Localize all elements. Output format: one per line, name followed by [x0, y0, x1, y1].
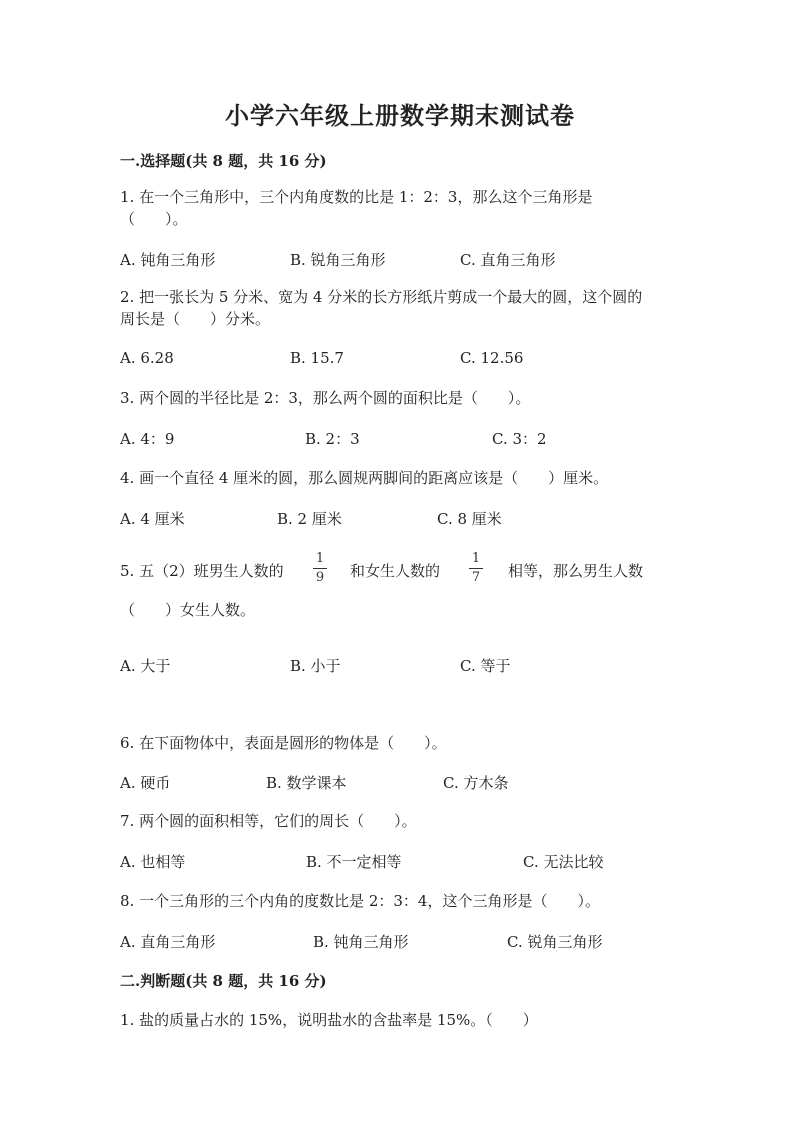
question-5-option-c: C. 等于 [460, 657, 511, 675]
question-7: 7. 两个圆的面积相等，它们的周长（ ）。 [120, 812, 417, 830]
fraction-numerator: 1 [471, 551, 481, 566]
question-1-option-c: C. 直角三角形 [460, 251, 556, 269]
fraction-bar [313, 568, 327, 569]
question-4-option-a: A. 4 厘米 [120, 510, 185, 528]
question-8: 8. 一个三角形的三个内角的度数比是 2：3：4，这个三角形是（ ）。 [120, 892, 600, 910]
question-4: 4. 画一个直径 4 厘米的圆，那么圆规两脚间的距离应该是（ ）厘米。 [120, 469, 609, 487]
fraction-one-ninth [311, 552, 329, 585]
question-5-option-a: A. 大于 [120, 657, 171, 675]
question-5-part-c: 相等，那么男生人数 [508, 562, 644, 580]
section-heading-choice: 一.选择题(共 8 题，共 16 分) [120, 152, 327, 170]
question-5-option-b: B. 小于 [290, 657, 341, 675]
question-1-line2: （ ）。 [120, 210, 188, 228]
judgment-question-1: 1. 盐的质量占水的 15%，说明盐水的含盐率是 15%。（ ） [120, 1011, 538, 1029]
question-2-option-a: A. 6.28 [120, 349, 174, 367]
question-2-option-b: B. 15.7 [290, 349, 344, 367]
question-3-option-c: C. 3：2 [492, 430, 547, 448]
question-4-option-b: B. 2 厘米 [277, 510, 342, 528]
question-7-option-a: A. 也相等 [120, 853, 186, 871]
question-7-option-b: B. 不一定相等 [306, 853, 402, 871]
question-6-option-c: C. 方木条 [443, 774, 509, 792]
question-2-line1: 2. 把一张长为 5 分米、宽为 4 分米的长方形纸片剪成一个最大的圆，这个圆的 [120, 288, 643, 306]
question-3-option-a: A. 4：9 [120, 430, 175, 448]
question-8-option-c: C. 锐角三角形 [507, 933, 603, 951]
fraction-numerator: 1 [315, 551, 325, 566]
question-2-option-c: C. 12.56 [460, 349, 524, 367]
question-7-option-c: C. 无法比较 [523, 853, 604, 871]
question-8-option-a: A. 直角三角形 [120, 933, 216, 951]
question-1-option-a: A. 钝角三角形 [120, 251, 216, 269]
question-4-option-c: C. 8 厘米 [437, 510, 502, 528]
question-3: 3. 两个圆的半径比是 2：3，那么两个圆的面积比是（ ）。 [120, 389, 531, 407]
question-3-option-b: B. 2：3 [305, 430, 360, 448]
section-heading-judgment: 二.判断题(共 8 题，共 16 分) [120, 972, 327, 990]
question-5-line2: （ ）女生人数。 [120, 601, 256, 619]
question-5-part-b: 和女生人数的 [350, 562, 441, 580]
question-8-option-b: B. 钝角三角形 [313, 933, 409, 951]
question-6-option-a: A. 硬币 [120, 774, 171, 792]
fraction-one-seventh [467, 552, 485, 585]
page-title: 小学六年级上册数学期末测试卷 [225, 101, 575, 130]
question-2-line2: 周长是（ ）分米。 [120, 310, 271, 328]
question-1-option-b: B. 锐角三角形 [290, 251, 386, 269]
question-1-line1: 1. 在一个三角形中，三个内角度数的比是 1：2：3，那么这个三角形是 [120, 188, 593, 206]
question-6: 6. 在下面物体中，表面是圆形的物体是（ ）。 [120, 734, 447, 752]
question-5-part-a: 5. 五（2）班男生人数的 [120, 562, 284, 580]
fraction-denominator: 7 [471, 570, 481, 585]
question-6-option-b: B. 数学课本 [266, 774, 347, 792]
fraction-denominator: 9 [315, 570, 325, 585]
fraction-bar [469, 568, 483, 569]
